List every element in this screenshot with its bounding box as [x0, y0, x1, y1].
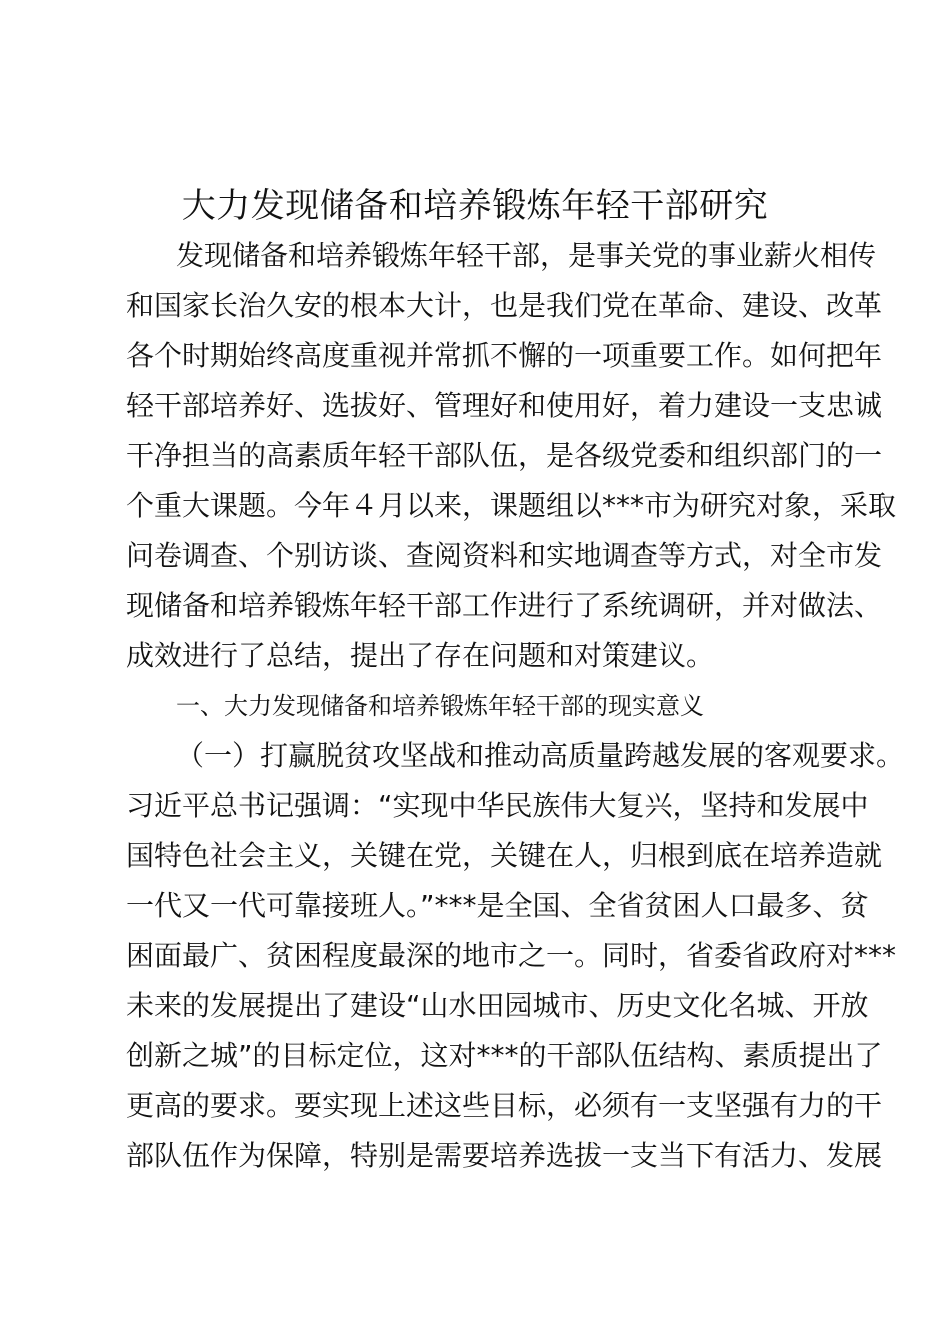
paragraph-line: 国特色社会主义，关键在党，关键在人，归根到底在培养造就	[126, 839, 883, 872]
paragraph-line: 部队伍作为保障，特别是需要培养选拔一支当下有活力、发展	[126, 1139, 883, 1172]
paragraph-line: 各个时期始终高度重视并常抓不懈的一项重要工作。如何把年	[126, 339, 883, 372]
document-title: 大力发现储备和培养锻炼年轻干部研究	[181, 186, 769, 226]
paragraph-line: 发现储备和培养锻炼年轻干部，是事关党的事业薪火相传	[176, 239, 877, 272]
paragraph-line: 成效进行了总结，提出了存在问题和对策建议。	[126, 639, 715, 672]
section-heading: 一、大力发现储备和培养锻炼年轻干部的现实意义	[176, 692, 704, 720]
paragraph-line: 个重大课题。今年４月以来，课题组以***市为研究对象，采取	[126, 489, 897, 522]
paragraph-line: 未来的发展提出了建设“山水田园城市、历史文化名城、开放	[126, 989, 869, 1022]
paragraph-line: 干净担当的高素质年轻干部队伍，是各级党委和组织部门的一	[126, 439, 883, 472]
paragraph-line: 现储备和培养锻炼年轻干部工作进行了系统调研，并对做法、	[126, 589, 883, 622]
subsection-heading-line: （一）打赢脱贫攻坚战和推动高质量跨越发展的客观要求。	[176, 739, 905, 772]
paragraph-line: 创新之城”的目标定位，这对***的干部队伍结构、素质提出了	[126, 1039, 883, 1072]
paragraph-line: 习近平总书记强调：“实现中华民族伟大复兴，坚持和发展中	[126, 789, 869, 822]
paragraph-line: 一代又一代可靠接班人。”***是全国、全省贫困人口最多、贫	[126, 889, 869, 922]
paragraph-line: 轻干部培养好、选拔好、管理好和使用好，着力建设一支忠诚	[126, 389, 883, 422]
paragraph-line: 困面最广、贫困程度最深的地市之一。同时，省委省政府对***	[126, 939, 897, 972]
paragraph-line: 问卷调查、个别访谈、查阅资料和实地调查等方式，对全市发	[126, 539, 883, 572]
paragraph-line: 更高的要求。要实现上述这些目标，必须有一支坚强有力的干	[126, 1089, 883, 1122]
paragraph-line: 和国家长治久安的根本大计，也是我们党在革命、建设、改革	[126, 289, 883, 322]
